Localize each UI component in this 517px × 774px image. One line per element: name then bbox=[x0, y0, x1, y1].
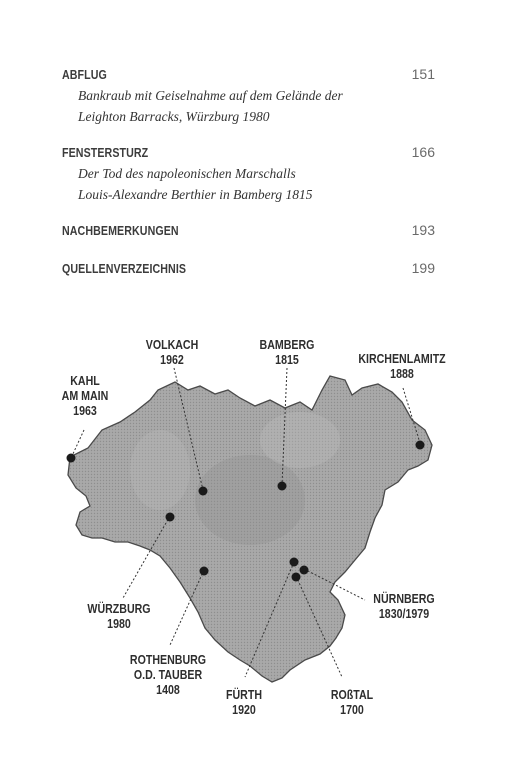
label-nuernberg bbox=[363, 592, 445, 622]
toc-entry-abflug[interactable] bbox=[62, 66, 435, 127]
label-fuerth bbox=[217, 688, 271, 718]
toc-entry-title: NACHBEMERKUNGEN bbox=[62, 223, 179, 238]
label-wuerzburg bbox=[82, 602, 155, 632]
place-name: NÜRNBERG bbox=[373, 592, 435, 606]
place-year: 1980 bbox=[107, 617, 131, 631]
toc-entry-subtitle-line: Der Tod des napoleonischen Marschalls bbox=[78, 166, 296, 181]
toc-entry-page: 166 bbox=[411, 144, 435, 160]
shading-patch bbox=[260, 412, 340, 468]
place-year: 1963 bbox=[73, 404, 97, 418]
place-name: KIRCHENLAMITZ bbox=[358, 352, 446, 366]
place-year: 1815 bbox=[275, 353, 299, 367]
toc-entry-page: 151 bbox=[411, 66, 435, 82]
marker-rosstal[interactable] bbox=[292, 573, 301, 582]
label-rothenburg bbox=[126, 653, 211, 698]
place-name: BAMBERG bbox=[259, 338, 315, 352]
toc-entry-title: QUELLENVERZEICHNIS bbox=[62, 261, 187, 276]
place-name: FÜRTH bbox=[225, 688, 262, 702]
toc-entry-title: FENSTERSTURZ bbox=[62, 145, 149, 160]
place-name: WÜRZBURG bbox=[87, 602, 151, 616]
marker-kirchenlamitz[interactable] bbox=[416, 441, 425, 450]
toc-entry-subtitle bbox=[78, 85, 435, 127]
toc-entry-page: 199 bbox=[411, 260, 435, 276]
marker-bamberg[interactable] bbox=[278, 482, 287, 491]
place-year: 1962 bbox=[160, 353, 184, 367]
marker-volkach[interactable] bbox=[199, 487, 208, 496]
place-name: KAHL bbox=[70, 374, 100, 388]
label-rosstal bbox=[325, 688, 379, 718]
toc-entry-nachbemerkungen[interactable] bbox=[62, 222, 435, 238]
place-name: ROTHENBURG bbox=[129, 653, 207, 667]
toc-entry-subtitle-line: Leighton Barracks, Würzburg 1980 bbox=[78, 109, 270, 124]
shading-patch bbox=[195, 455, 305, 545]
toc-entry-title: ABFLUG bbox=[62, 67, 107, 82]
toc-entry-quellenverzeichnis[interactable] bbox=[62, 260, 435, 276]
marker-fuerth[interactable] bbox=[290, 558, 299, 567]
place-year: 1888 bbox=[390, 367, 414, 381]
place-name: O.D. TAUBER bbox=[133, 668, 203, 682]
toc-entry-fenstersturz[interactable] bbox=[62, 144, 435, 205]
label-bamberg bbox=[257, 338, 317, 368]
place-name: AM MAIN bbox=[61, 389, 109, 403]
place-year: 1700 bbox=[340, 703, 364, 717]
shading-patch bbox=[130, 430, 190, 510]
marker-wuerzburg[interactable] bbox=[166, 513, 175, 522]
toc-entry-page: 193 bbox=[411, 222, 435, 238]
place-year: 1920 bbox=[232, 703, 256, 717]
toc-entry-subtitle-line: Bankraub mit Geiselnahme auf dem Gelände der bbox=[78, 88, 343, 103]
toc-entry-subtitle bbox=[78, 163, 435, 205]
franconia-map bbox=[0, 320, 517, 740]
marker-rothenburg[interactable] bbox=[200, 567, 209, 576]
place-name: ROßTAL bbox=[330, 688, 374, 702]
label-volkach bbox=[145, 338, 199, 368]
label-kahl-am-main bbox=[57, 374, 113, 419]
place-year: 1408 bbox=[156, 683, 180, 697]
toc-entry-subtitle-line: Louis-Alexandre Berthier in Bamberg 1815 bbox=[78, 187, 313, 202]
marker-kahl[interactable] bbox=[67, 454, 76, 463]
place-year: 1830/1979 bbox=[378, 607, 430, 621]
place-name: VOLKACH bbox=[145, 338, 199, 352]
marker-nuernberg[interactable] bbox=[300, 566, 309, 575]
label-kirchenlamitz bbox=[354, 352, 449, 382]
